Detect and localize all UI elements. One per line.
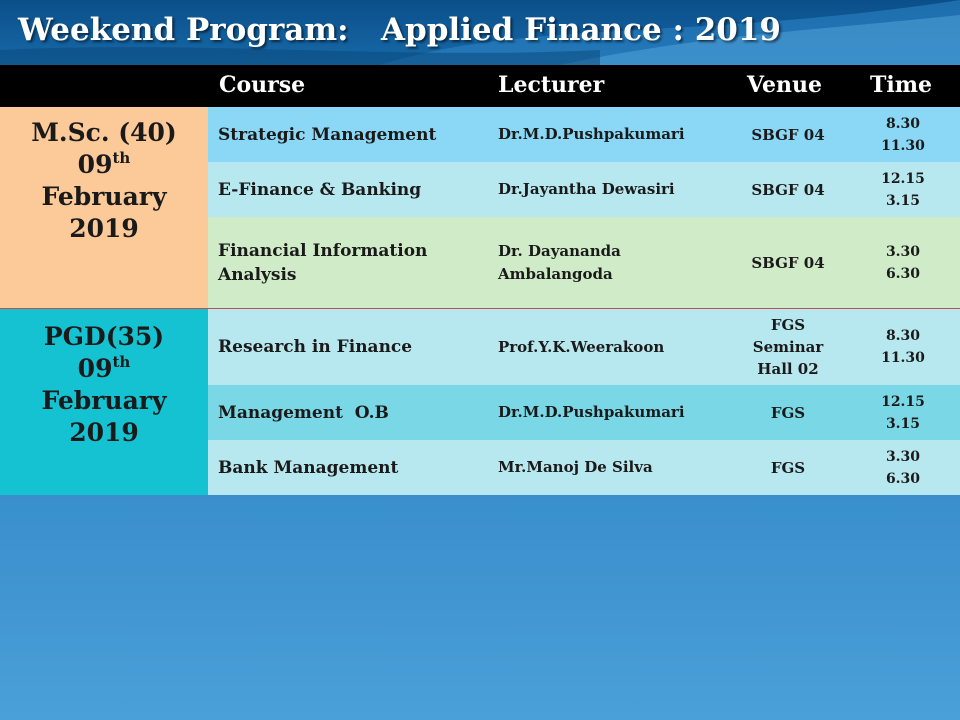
lecturer-cell: Dr. Dayananda Ambalangoda [498, 242, 621, 283]
title-banner [0, 0, 960, 65]
date-year: 2019 [69, 418, 139, 447]
date-month: February [41, 386, 167, 415]
column-header-venue: Venue [747, 72, 823, 98]
venue-cell: SBGF 04 [751, 125, 825, 144]
course-cell: Strategic Management [218, 124, 437, 145]
venue-cell: FGS Seminar Hall 02 [752, 316, 824, 378]
course-cell: E-Finance & Banking [218, 179, 422, 200]
date-year: 2019 [69, 214, 139, 243]
venue-cell: FGS [770, 458, 806, 477]
program-label: M.Sc. (40) [31, 118, 177, 147]
table-row [208, 217, 960, 309]
course-cell: Research in Finance [218, 337, 413, 357]
table-row [208, 107, 960, 162]
venue-cell: FGS [770, 403, 806, 422]
course-cell: Bank Management [218, 457, 399, 478]
table-row [208, 440, 960, 495]
lecturer-cell: Dr.M.D.Pushpakumari [498, 125, 685, 143]
course-cell: Management O.B [218, 402, 389, 423]
page-title: Weekend Program: Applied Finance : 2019 [18, 12, 781, 48]
group-cell-msc [0, 107, 208, 309]
table-row [208, 385, 960, 440]
date-month: February [41, 182, 167, 211]
time-cell: 3.30 6.30 [885, 448, 921, 487]
group-cell-pgd [0, 309, 208, 495]
date-day: 09th [77, 353, 131, 383]
time-cell: 3.30 6.30 [885, 244, 921, 282]
table-row [208, 309, 960, 385]
time-cell: 12.15 3.15 [881, 170, 925, 209]
table-header [0, 65, 960, 107]
lecturer-cell: Dr.M.D.Pushpakumari [498, 403, 685, 421]
course-cell: Financial Information Analysis [218, 241, 428, 285]
time-cell: 8.30 11.30 [881, 115, 925, 154]
table-row [208, 162, 960, 217]
column-header-lecturer: Lecturer [498, 72, 605, 98]
venue-cell: SBGF 04 [751, 180, 825, 199]
time-cell: 8.30 11.30 [881, 328, 925, 366]
column-header-time: Time [870, 72, 933, 98]
program-label: PGD(35) [43, 322, 165, 351]
lecturer-cell: Dr.Jayantha Dewasiri [498, 180, 675, 198]
venue-cell: SBGF 04 [751, 254, 825, 272]
lecturer-cell: Mr.Manoj De Silva [498, 458, 653, 476]
time-cell: 12.15 3.15 [881, 393, 925, 432]
lecturer-cell: Prof.Y.K.Weerakoon [498, 337, 665, 356]
column-header-course: Course [219, 72, 306, 98]
date-day: 09th [77, 149, 131, 179]
